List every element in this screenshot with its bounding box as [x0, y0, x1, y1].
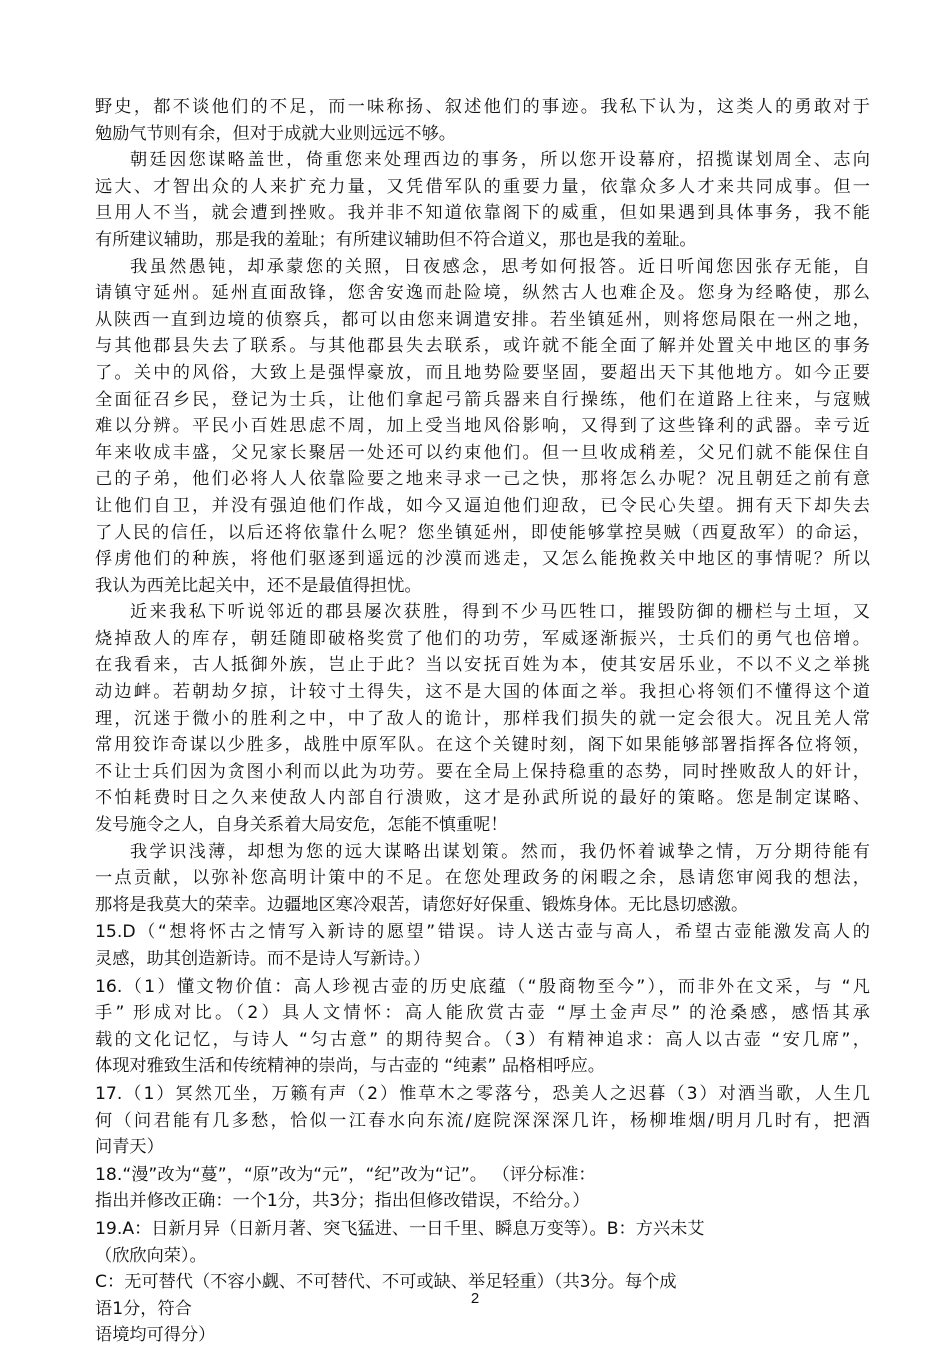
- text-line: 我虽然愚钝，却承蒙您的关照，日夜感念，思考如何报答。近日听闻您因张存无能，自: [130, 256, 870, 277]
- text-line: 勉励气节则有余，但对于成就大业则远远不够。: [95, 123, 456, 144]
- text-line: 己的子弟，他们必将人人依靠险要之地来寻求一己之快，那将怎么办呢？况且朝廷之前有意: [95, 469, 870, 490]
- text-line: 16.（1）懂文物价值：高人珍视古壶的历史底蕴（“殷商物至今”），而非外在文采，与 “凡: [95, 976, 870, 997]
- paragraph-ans16: [95, 974, 870, 1080]
- paragraph-p2: [95, 147, 870, 253]
- text-line: 野史，都不谈他们的不足，而一味称扬、叙述他们的事迹。我私下认为，这类人的勇敢对于: [95, 97, 870, 117]
- paragraph-p3: [95, 254, 870, 600]
- text-line: 理，沉迷于微小的胜利之中，中了敌人的诡计，那样我们损失的就一定会很大。况且羌人常: [95, 708, 870, 729]
- text-line: 语1分，符合: [95, 1298, 192, 1319]
- text-line: 旦用人不当，就会遭到挫败。我并非不知道依靠阁下的威重，但如果遇到具体事务，我不能: [95, 203, 870, 224]
- document-body: [95, 94, 870, 1349]
- text-line: 全面征召乡民，登记为士兵，让他们拿起弓箭兵器来自行操练，他们在道路上往来，与寇贼: [95, 389, 870, 410]
- text-line: 烧掉敌人的库存，朝廷随即破格奖赏了他们的功劳，军威逐渐振兴，士兵们的勇气也倍增。: [95, 628, 870, 649]
- paragraph-p4: [95, 599, 870, 838]
- text-line: 了人民的信任，以后还将依靠什么呢？您坐镇延州，即使能够掌控昊贼（西夏敌军）的命运，: [95, 522, 870, 543]
- text-line: 不怕耗费时日之久来使敌人内部自行溃败，这才是孙武所说的最好的策略。您是制定谋略、: [95, 788, 870, 809]
- text-line: 问青天）: [95, 1137, 164, 1158]
- text-line: 不让士兵们因为贪图小利而以此为功劳。要在全局上保持稳重的态势，同时挫败敌人的奸计，: [95, 761, 870, 782]
- text-line: 动边衅。若朝劫夕掠，计较寸土得失，这不是大国的体面之举。我担心将领们不懂得这个道: [95, 682, 870, 703]
- text-line: 指出并修改正确：一个1分，共3分；指出但修改错误，不给分。）: [95, 1191, 590, 1212]
- text-line: 朝廷因您谋略盖世，倚重您来处理西边的事务，所以您开设幕府，招揽谋划周全、志向: [130, 150, 870, 171]
- text-line: 那将是我莫大的荣幸。边疆地区寒冷艰苦，请您好好保重、锻炼身体。无比恳切感激。: [95, 894, 749, 915]
- paragraph-p5: [95, 839, 870, 919]
- text-line: 年来收成丰盛，父兄家长聚居一处还可以约束他们。但一旦收成稍差，父兄们就不能保住自: [95, 442, 870, 463]
- text-line: 体现对雅致生活和传统精神的崇尚，与古壶的 “纯素” 品格相呼应。: [95, 1056, 605, 1077]
- text-line: 何（问君能有几多愁，恰似一江春水向东流/庭院深深深几许，杨柳堆烟/明月几时有，把酒: [95, 1110, 870, 1131]
- text-line: 15.D（“想将怀古之情写入新诗的愿望”错误。诗人送古壶与高人，希望古壶能激发高人的: [95, 922, 870, 943]
- text-line: 发号施令之人，自身关系着大局安危，怎能不慎重呢！: [95, 815, 508, 836]
- text-line: 难以分辨。平民小百姓思虑不周，加上受当地风俗影响，又得到了这些锋利的武器。幸亏近: [95, 416, 870, 437]
- text-line: C：无可替代（不容小觑、不可替代、不可或缺、举足轻重）（共3分。每个成: [95, 1272, 677, 1293]
- text-line: 有所建议辅助，那是我的羞耻；有所建议辅助但不符合道义，那也是我的羞耻。: [95, 229, 697, 250]
- paragraph-ans19: [95, 1216, 870, 1349]
- text-line: 一点贡献，以弥补您高明计策中的不足。在您处理政务的闲暇之余，恳请您审阅我的想法，: [95, 868, 870, 889]
- text-line: 手” 形成对比。（2）具人文情怀：高人能欣赏古壶 “厚土金声尽” 的沧桑感，感悟其承: [95, 1003, 870, 1024]
- text-line: 请镇守延州。延州直面敌锋，您舍安逸而赴险境，纵然古人也难企及。您身为经略使，那么: [95, 283, 870, 304]
- text-line: 了。关中的风俗，大致上是强悍豪放，而且地势险要坚固，要超出天下其他地方。如今正要: [95, 362, 870, 383]
- paragraph-p1: [95, 94, 870, 147]
- text-line: 载的文化记忆，与诗人 “匀古意” 的期待契合。（3）有精神追求：高人以古壶 “安几席”，: [95, 1029, 870, 1050]
- page-number: 2: [470, 1290, 480, 1307]
- text-line: 19.A：日新月异（日新月著、突飞猛进、一日千里、瞬息万变等）。B：方兴未艾: [95, 1218, 705, 1239]
- text-line: 语境均可得分）: [95, 1325, 216, 1346]
- paragraph-ans18: [95, 1162, 870, 1215]
- text-line: 让他们自卫，并没有强迫他们作战，如今又逼迫他们迎敌，已令民心失望。拥有天下却失去: [95, 495, 870, 516]
- text-line: 近来我私下听说邻近的郡县屡次获胜，得到不少马匹牲口，摧毁防御的栅栏与土垣，又: [130, 602, 870, 623]
- text-line: 灵感，助其创造新诗。而不是诗人写新诗。）: [95, 949, 431, 969]
- text-line: 从陕西一直到边境的侦察兵，都可以由您来调遣安排。若坐镇延州，则将您局限在一州之地，: [95, 309, 870, 330]
- text-line: 18.“漫”改为“蔓”，“原”改为“元”，“纪”改为“记”。 （评分标准：: [95, 1164, 596, 1185]
- text-line: 我认为西羌比起关中，还不是最值得担忧。: [95, 575, 422, 596]
- text-line: （欣欣向荣）。: [95, 1245, 207, 1266]
- text-line: 俘虏他们的种族，将他们驱逐到遥远的沙漠而逃走，又怎么能挽救关中地区的事情呢？所以: [95, 549, 870, 570]
- text-line: 我学识浅薄，却想为您的远大谋略出谋划策。然而，我仍怀着诚挚之情，万分期待能有: [130, 841, 870, 862]
- paragraph-ans15: [95, 919, 870, 972]
- text-line: 17.（1）冥然兀坐，万籁有声（2）惟草木之零落兮，恐美人之迟暮（3）对酒当歌，人生几: [95, 1083, 870, 1104]
- text-line: 在我看来，古人抵御外族，岂止于此？当以安抚百姓为本，使其安居乐业，不以不义之举挑: [95, 655, 870, 676]
- paragraph-ans17: [95, 1081, 870, 1161]
- text-line: 远大、才智出众的人来扩充力量，又凭借军队的重要力量，依靠众多人才来共同成事。但一: [95, 176, 870, 197]
- text-line: 与其他郡县失去了联系。与其他郡县失去联系，或许就不能全面了解并处置关中地区的事务: [95, 336, 870, 357]
- text-line: 常用狡诈奇谋以少胜多，战胜中原军队。在这个关键时刻，阁下如果能够部署指挥各位将领，: [95, 735, 870, 756]
